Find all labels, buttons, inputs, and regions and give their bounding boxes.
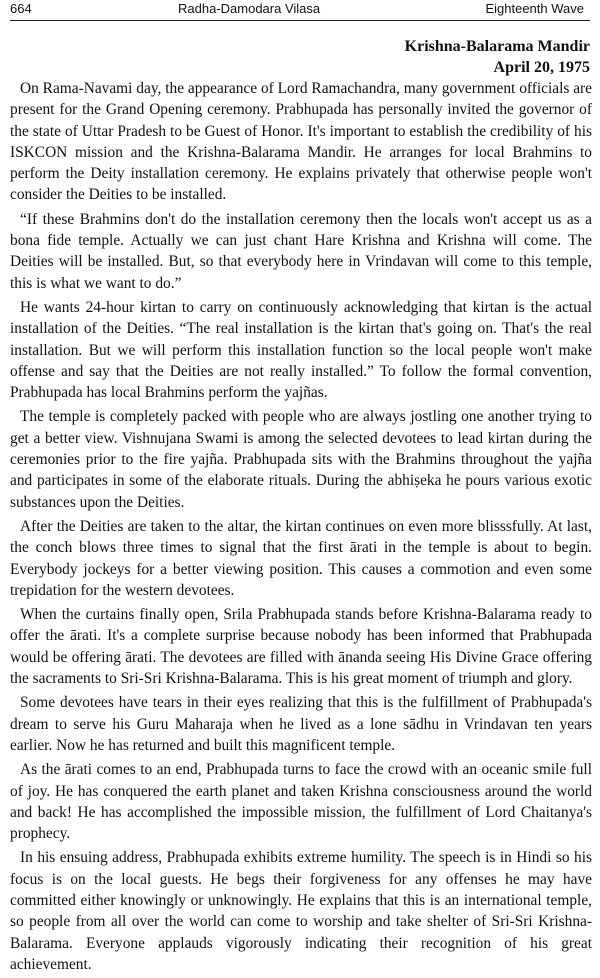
paragraph: After the Deities are taken to the altar, the kirtan continues on even more blisssfully. At last, the conch blows three times to signal that the first ārati in the temple is about to begin. Everybody jockeys for a better viewing position. This causes a commotion and even some trepidation for the western devotees.: [10, 517, 592, 599]
page-number: 664: [10, 1, 32, 16]
paragraph: As the ārati comes to an end, Prabhupada turns to face the crowd with an oceanic smile full of joy. He has conquered the earth planet and taken Krishna consciousness around the world and back! He has accomplished the impossible mission, the fulfillment of Lord Chaitanya's prophecy.: [10, 761, 592, 843]
paragraph: On Rama-Navami day, the appearance of Lord Ramachandra, many government officials are present for the Grand Opening ceremony. Prabhupada has personally invited the governor of the state of Uttar Pradesh to be Guest of Honor. It's important to establish the credibility of his ISKCON mission and the Krishna-Balarama Mandir. He arranges for local Brahmins to perform the Deity installation ceremony. He explains privately that otherwise people won't consider the Deities to be installed.: [10, 80, 592, 204]
paragraph: Some devotees have tears in their eyes realizing that this is the fulfillment of Prabhupada's dream to serve his Guru Maharaja when he lived as a lone sādhu in Vrindavan ten years earlier. Now he has returned and built this magnificent temple.: [10, 694, 592, 754]
paragraph: “If these Brahmins don't do the installation ceremony then the locals won't accept us as a bona fide temple. Actually we can just chant Hare Krishna and Krishna will come. The Deities will be installed. But, so that everybody here in Vrindavan will come to this temple, this is what we want to do.”: [10, 210, 592, 292]
paragraph: When the curtains finally open, Srila Prabhupada stands before Krishna-Balarama ready to offer the ārati. It's a complete surprise because nobody has been informed that Prabhupada would be offering ārati. The devotees are filled with ānanda seeing His Divine Grace offering the sacraments to Sri-Sri Krishna-Balarama. This is his great moment of triumph and glory.: [10, 606, 592, 688]
location-heading: [405, 36, 590, 78]
paragraph: He wants 24-hour kirtan to carry on continuously acknowledging that kirtan is the actual installation of the Deities. “The real installation is the kirtan that's going on. That's the real installation. But we will perform this installation function so the local people won't make offense and say that the Deities are not really installed.” To follow the formal convention, Prabhupada has local Brahmins perform the yajñas.: [10, 298, 592, 402]
section-title: Eighteenth Wave: [485, 1, 584, 16]
location-place: Krishna-Balarama Mandir: [404, 38, 590, 55]
body-text: [10, 78, 592, 978]
location-date: April 20, 1975: [493, 59, 590, 76]
book-title: Radha-Damodara Vilasa: [178, 1, 321, 16]
paragraph: In his ensuing address, Prabhupada exhibits extreme humility. The speech is in Hindi so his focus is on the local guests. He begs their forgiveness for any offenses he may have committed either knowingly or unknowingly. He explains that this is an international temple, so people from all over the world can come to worship and take shelter of Sri-Sri Krishna-Balarama. Everyone applauds vigorously indicating their recognition of his great achievement.: [10, 849, 592, 973]
paragraph: The temple is completely packed with people who are always jostling one another trying to get a better view. Vishnujana Swami is among the selected devotees to lead kirtan during the ceremonies prior to the fire yajña. Prabhupada sits with the Brahmins throughout the yajña and participates in some of the elaborate rituals. During the abhiṣeka he pours various exotic substances upon the Deities.: [10, 408, 592, 511]
running-header: [10, 0, 590, 21]
